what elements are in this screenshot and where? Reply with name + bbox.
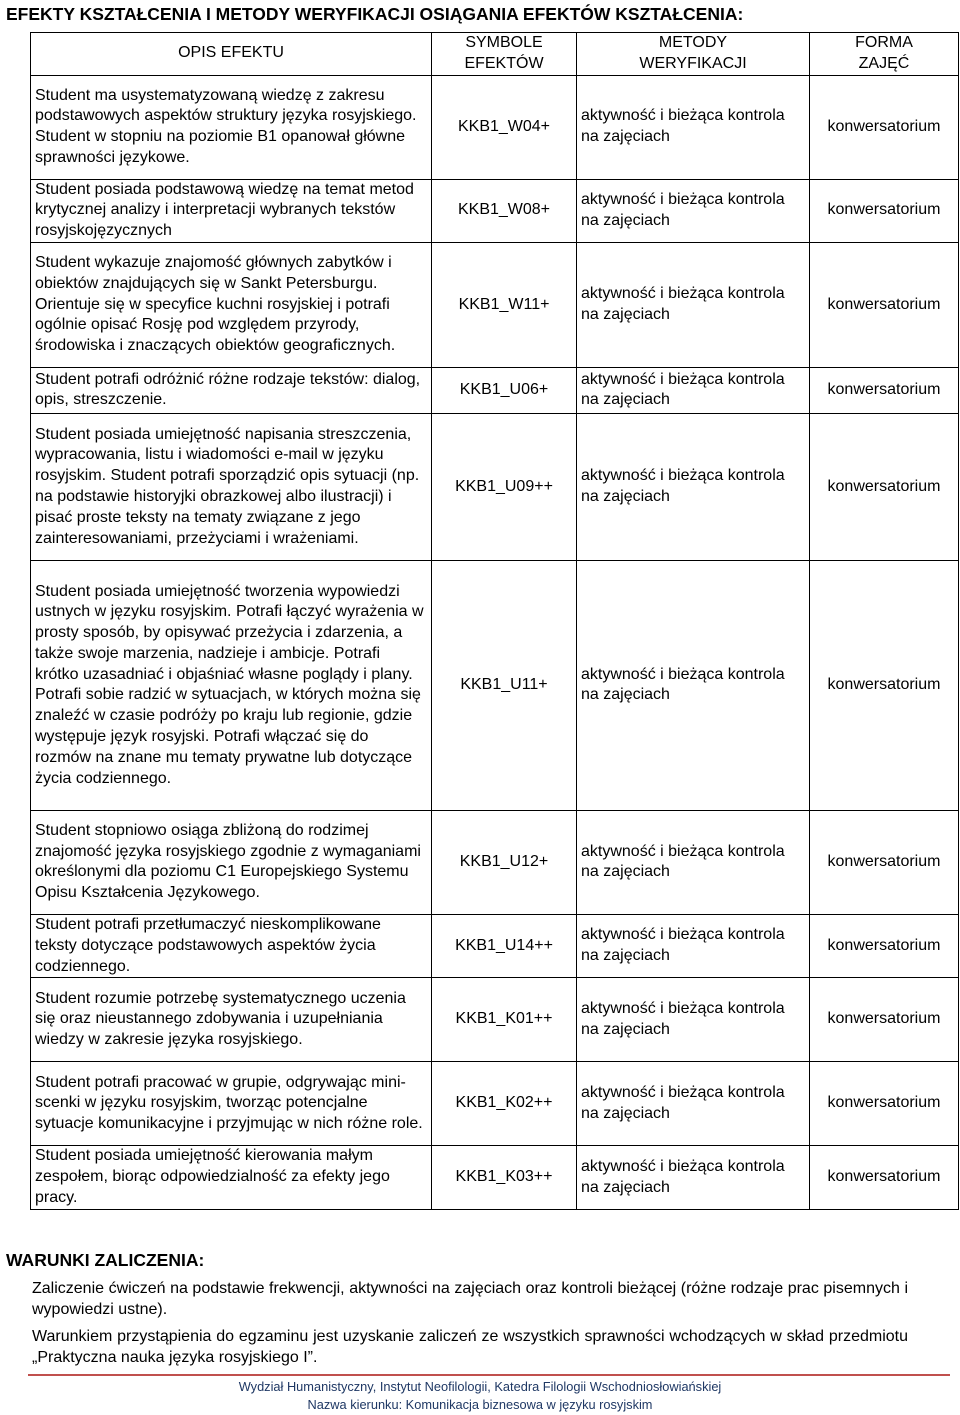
class-form: konwersatorium	[810, 560, 959, 810]
section-title-effects: EFEKTY KSZTAŁCENIA I METODY WERYFIKACJI OSIĄGANIA EFEKTÓW KSZTAŁCENIA:	[6, 4, 744, 24]
class-form: konwersatorium	[810, 978, 959, 1062]
table-row	[31, 75, 959, 179]
verification-method: aktywność i bieżąca kontrola na zajęciach	[577, 367, 810, 413]
effect-description: Student rozumie potrzebę systematycznego uczenia się oraz nieustannego zdobywania i uzupełniania wiedzy w zakresie języka rosyjskiego.	[31, 978, 432, 1062]
verification-method: aktywność i bieżąca kontrola na zajęciach	[577, 242, 810, 367]
verification-method: aktywność i bieżąca kontrola na zajęciach	[577, 179, 810, 242]
table-row	[31, 242, 959, 367]
conditions-paragraph: Zaliczenie ćwiczeń na podstawie frekwencji, aktywności na zajęciach oraz kontroli bieżącej (różne rodzaje prac pisemnych i wypowiedzi ustne).	[32, 1280, 908, 1318]
verification-method: aktywność i bieżąca kontrola na zajęciach	[577, 75, 810, 179]
table-row	[31, 978, 959, 1062]
effect-description: Student posiada umiejętność napisania streszczenia, wypracowania, listu i wiadomości e-mail w języku rosyjskim. Student potrafi sporządzić opis sytuacji (np. na podstawie historyjki obrazkowej albo ilustracji) i pisać proste teksty na tematy związane z jego zainteresowaniami, przeżyciami i wrażeniami.	[31, 413, 432, 560]
section-title-conditions: WARUNKI ZALICZENIA:	[6, 1250, 205, 1270]
effect-symbol: KKB1_K01++	[432, 978, 577, 1062]
verification-method: aktywność i bieżąca kontrola na zajęciach	[577, 1062, 810, 1146]
verification-method: aktywność i bieżąca kontrola na zajęciach	[577, 978, 810, 1062]
class-form: konwersatorium	[810, 914, 959, 977]
effect-description: Student potrafi odróżnić różne rodzaje tekstów: dialog, opis, streszczenie.	[31, 367, 432, 413]
class-form: konwersatorium	[810, 179, 959, 242]
column-header-form: FORMA ZAJĘĆ	[810, 33, 959, 76]
table-row	[31, 810, 959, 914]
effect-symbol: KKB1_W08+	[432, 179, 577, 242]
table-row	[31, 914, 959, 977]
effect-description: Student posiada umiejętność kierowania małym zespołem, biorąc odpowiedzialność za efekty jego pracy.	[31, 1146, 432, 1209]
effect-description: Student posiada podstawową wiedzę na temat metod krytycznej analizy i interpretacji wybranych tekstów rosyjskojęzycznych	[31, 179, 432, 242]
effect-symbol: KKB1_K02++	[432, 1062, 577, 1146]
table-row	[31, 413, 959, 560]
effect-symbol: KKB1_K03++	[432, 1146, 577, 1209]
class-form: konwersatorium	[810, 367, 959, 413]
effect-description: Student potrafi przetłumaczyć nieskomplikowane teksty dotyczące podstawowych aspektów życia codziennego.	[31, 914, 432, 977]
class-form: konwersatorium	[810, 1062, 959, 1146]
verification-method: aktywność i bieżąca kontrola na zajęciach	[577, 914, 810, 977]
footer-faculty: Wydział Humanistyczny, Instytut Neofilologii, Katedra Filologii Wschodniosłowiańskiej	[238, 1379, 722, 1394]
class-form: konwersatorium	[810, 75, 959, 179]
column-header-description: OPIS EFEKTU	[31, 33, 432, 76]
table-row	[31, 560, 959, 810]
class-form: konwersatorium	[810, 242, 959, 367]
effects-table	[30, 32, 959, 1210]
verification-method: aktywność i bieżąca kontrola na zajęciach	[577, 413, 810, 560]
table-row	[31, 1062, 959, 1146]
footer-program: Nazwa kierunku: Komunikacja biznesowa w języku rosyjskim	[307, 1397, 653, 1412]
effect-description: Student wykazuje znajomość głównych zabytków i obiektów znajdujących się w Sankt Petersburgu. Orientuje się w specyfice kuchni rosyjskiej i potrafi ogólnie opisać Rosję pod względem przyrody, środowiska i znaczących obiektów geograficznych.	[31, 242, 432, 367]
verification-method: aktywność i bieżąca kontrola na zajęciach	[577, 560, 810, 810]
effect-description: Student potrafi pracować w grupie, odgrywając mini-scenki w języku rosyjskim, tworząc potencjalne sytuacje komunikacyjne i przyjmując w nich różne role.	[31, 1062, 432, 1146]
effect-description: Student stopniowo osiąga zbliżoną do rodzimej znajomość języka rosyjskiego zgodnie z wymaganiami określonymi dla poziomu C1 Europejskiego Systemu Opisu Kształcenia Językowego.	[31, 810, 432, 914]
conditions-paragraph: Warunkiem przystąpienia do egzaminu jest uzyskanie zaliczeń ze wszystkich sprawności wchodzących w skład przedmiotu „Praktyczna nauka języka rosyjskiego I”.	[32, 1328, 908, 1366]
effect-symbol: KKB1_W04+	[432, 75, 577, 179]
table-header-row	[31, 33, 959, 76]
verification-method: aktywność i bieżąca kontrola na zajęciach	[577, 1146, 810, 1209]
effect-description: Student ma usystematyzowaną wiedzę z zakresu podstawowych aspektów struktury języka rosyjskiego. Student w stopniu na poziomie B1 opanował główne sprawności językowe.	[31, 75, 432, 179]
effect-symbol: KKB1_U06+	[432, 367, 577, 413]
verification-method: aktywność i bieżąca kontrola na zajęciach	[577, 810, 810, 914]
table-row	[31, 179, 959, 242]
effect-symbol: KKB1_U09++	[432, 413, 577, 560]
class-form: konwersatorium	[810, 1146, 959, 1209]
effect-symbol: KKB1_W11+	[432, 242, 577, 367]
column-header-symbols: SYMBOLE EFEKTÓW	[432, 33, 577, 76]
effect-symbol: KKB1_U12+	[432, 810, 577, 914]
class-form: konwersatorium	[810, 810, 959, 914]
table-row	[31, 367, 959, 413]
table-row	[31, 1146, 959, 1209]
class-form: konwersatorium	[810, 413, 959, 560]
footer-divider	[28, 1374, 950, 1376]
effect-description: Student posiada umiejętność tworzenia wypowiedzi ustnych w języku rosyjskim. Potrafi łączyć wyrażenia w prosty sposób, by opisywać przeżycia i zdarzenia, a także swoje marzenia, nadzieje i ambicje. Potrafi krótko uzasadniać i objaśniać własne poglądy i plany. Potrafi sobie radzić w sytuacjach, w których można się znaleźć w czasie podróży po kraju lub regionie, gdzie występuje język rosyjski. Potrafi włączać się do rozmów na znane mu tematy prywatne lub dotyczące życia codziennego.	[31, 560, 432, 810]
effect-symbol: KKB1_U14++	[432, 914, 577, 977]
effect-symbol: KKB1_U11+	[432, 560, 577, 810]
column-header-methods: METODY WERYFIKACJI	[577, 33, 810, 76]
